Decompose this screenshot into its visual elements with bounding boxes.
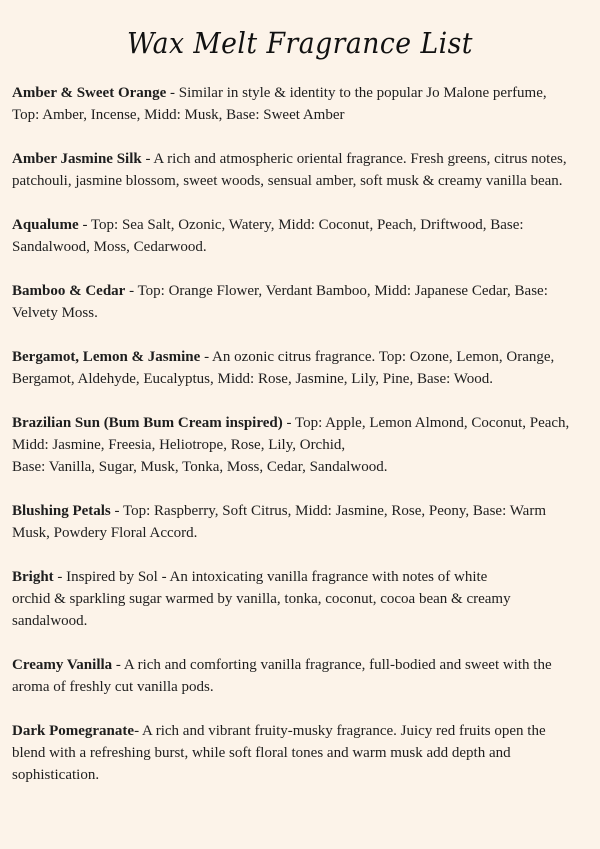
fragrance-entry <box>12 500 592 544</box>
fragrance-name: Aqualume <box>12 217 79 233</box>
fragrance-list <box>12 82 592 808</box>
fragrance-description-line: Base: Vanilla, Sugar, Musk, Tonka, Moss, Cedar, Sandalwood. <box>12 459 388 475</box>
fragrance-entry <box>12 654 592 698</box>
fragrance-description-line: patchouli, jasmine blossom, sweet woods, sensual amber, soft musk & creamy vanilla bean. <box>12 173 563 189</box>
fragrance-description-line: Top: Apple, Lemon Almond, Coconut, Peach, <box>294 415 570 431</box>
fragrance-description-line: Top: Amber, Incense, Midd: Musk, Base: Sweet Amber <box>12 107 345 123</box>
fragrance-separator: - <box>134 723 142 739</box>
fragrance-name: Creamy Vanilla <box>12 657 113 673</box>
fragrance-description-line: orchid & sparkling sugar warmed by vanilla, tonka, coconut, cocoa bean & creamy <box>12 591 511 607</box>
fragrance-entry <box>12 720 592 786</box>
fragrance-separator: - <box>141 151 154 167</box>
fragrance-description-line: Top: Orange Flower, Verdant Bamboo, Midd: Japanese Cedar, Base: <box>137 283 548 299</box>
fragrance-entry <box>12 148 592 192</box>
fragrance-separator: - <box>200 349 212 365</box>
fragrance-name: Brazilian Sun (Bum Bum Cream inspired) <box>12 415 283 431</box>
fragrance-description-line: Top: Raspberry, Soft Citrus, Midd: Jasmine, Rose, Peony, Base: Warm <box>123 503 547 519</box>
fragrance-description-line: Inspired by Sol - An intoxicating vanilla fragrance with notes of white <box>66 569 488 585</box>
fragrance-description-line: Midd: Jasmine, Freesia, Heliotrope, Rose, Lily, Orchid, <box>12 437 346 453</box>
fragrance-name: Amber Jasmine Silk <box>12 151 142 167</box>
fragrance-entry <box>12 214 592 258</box>
fragrance-separator: - <box>125 283 138 299</box>
fragrance-description-line: blend with a refreshing burst, while soft floral tones and warm musk add depth and <box>12 745 511 761</box>
fragrance-name: Blushing Petals <box>12 503 111 519</box>
fragrance-name: Amber & Sweet Orange <box>12 85 167 101</box>
fragrance-name: Bergamot, Lemon & Jasmine <box>12 349 201 365</box>
fragrance-name: Bright <box>12 569 54 585</box>
fragrance-description-line: An ozonic citrus fragrance. Top: Ozone, Lemon, Orange, <box>211 349 555 365</box>
fragrance-description-line: Velvety Moss. <box>12 305 98 321</box>
fragrance-description-line: aroma of freshly cut vanilla pods. <box>12 679 214 695</box>
fragrance-description-line: A rich and vibrant fruity-musky fragrance. Juicy red fruits open the <box>141 723 546 739</box>
fragrance-name: Bamboo & Cedar <box>12 283 126 299</box>
fragrance-entry <box>12 82 592 126</box>
fragrance-entry <box>12 280 592 324</box>
fragrance-description-line: sandalwood. <box>12 613 88 629</box>
fragrance-separator: - <box>112 657 124 673</box>
fragrance-entry <box>12 566 592 632</box>
fragrance-separator: - <box>53 569 67 585</box>
fragrance-description-line: Bergamot, Aldehyde, Eucalyptus, Midd: Rose, Jasmine, Lily, Pine, Base: Wood. <box>12 371 493 387</box>
fragrance-description-line: Musk, Powdery Floral Accord. <box>12 525 198 541</box>
page-title: Wax Melt Fragrance List <box>127 26 473 60</box>
fragrance-entry <box>12 346 592 390</box>
fragrance-separator: - <box>166 85 179 101</box>
fragrance-description-line: Similar in style & identity to the popular Jo Malone perfume, <box>178 85 547 101</box>
fragrance-description-line: sophistication. <box>12 767 100 783</box>
fragrance-separator: - <box>110 503 124 519</box>
fragrance-description-line: Top: Sea Salt, Ozonic, Watery, Midd: Coconut, Peach, Driftwood, Base: <box>90 217 524 233</box>
fragrance-description-line: A rich and comforting vanilla fragrance, full-bodied and sweet with the <box>123 657 552 673</box>
fragrance-description-line: Sandalwood, Moss, Cedarwood. <box>12 239 207 255</box>
fragrance-name: Dark Pomegranate <box>12 723 135 739</box>
fragrance-separator: - <box>282 415 295 431</box>
fragrance-description-line: A rich and atmospheric oriental fragrance. Fresh greens, citrus notes, <box>153 151 567 167</box>
fragrance-separator: - <box>78 217 91 233</box>
fragrance-entry <box>12 412 592 478</box>
